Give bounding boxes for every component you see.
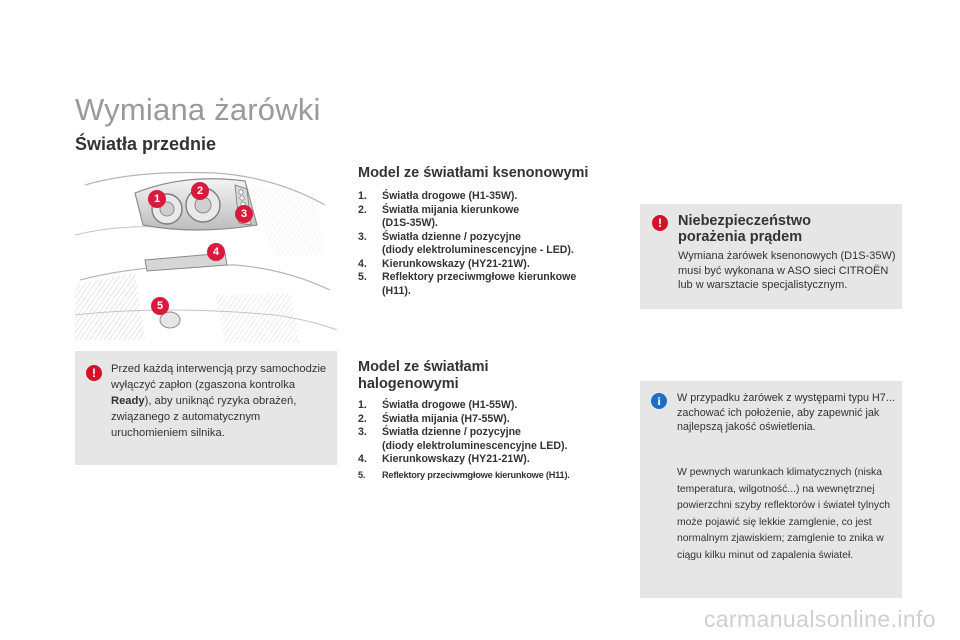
item-text: Światła drogowe (H1-55W). [382, 399, 518, 411]
halogen-title [358, 359, 489, 393]
danger-text: Wymiana żarówek ksenonowych (D1S-35W) musi być wykonana w ASO sieci CITROËN lub w warsztacie specjalistycznym. [678, 250, 896, 291]
info-text-2: W pewnych warunkach klimatycznych (niska temperatura, wilgotność...) na wewnętrznej powierzchni szyby reflektorów i świateł tylnych może pojawić się lekkie zamglenie, co jest normalnym zjawiskiem; zamglenie to znika w ciągu kilku minut od zapalenia świateł. [677, 467, 891, 561]
halogen-title-line1: Model ze światłami [358, 359, 489, 375]
list-item [358, 469, 628, 483]
list-item [358, 204, 628, 231]
item-text: Kierunkowskazy (HY21-21W). [382, 257, 530, 270]
list-item [358, 426, 628, 453]
callout-4: 4 [207, 243, 225, 261]
item-number: 2. [358, 203, 367, 216]
item-number: 5. [358, 469, 366, 480]
list-item [358, 271, 628, 298]
danger-title-line2: porażenia prądem [678, 229, 803, 245]
item-subtext: (diody elektroluminescencyjne LED). [382, 439, 568, 452]
item-text: Reflektory przeciwmgłowe kierunkowe (H11). [382, 469, 570, 480]
callout-5: 5 [151, 297, 169, 315]
callout-3: 3 [235, 205, 253, 223]
warning-text-part1: Przed każdą interwencją przy samochodzie wyłączyć zapłon (zgaszona kontrolka [111, 363, 327, 391]
exclamation-warning-icon: ! [86, 365, 102, 381]
list-item [358, 413, 628, 427]
item-subtext: (H11). [382, 284, 411, 297]
item-subtext: (D1S-35W). [382, 217, 438, 229]
item-text: Światła mijania (H7-55W). [382, 412, 510, 425]
halogen-title-line2: halogenowymi [358, 376, 459, 392]
danger-title-line1: Niebezpieczeństwo [678, 213, 811, 229]
list-item [358, 231, 628, 258]
item-text: Światła dzienne / pozycyjne [382, 426, 521, 438]
section-title: Światła przednie [75, 134, 217, 154]
info-text-1: W przypadku żarówek z występami typu H7... zachować ich położenie, aby zapewnić jak najlepszą jakość oświetlenia. [677, 392, 895, 434]
warning-text [111, 361, 331, 441]
item-number: 1. [358, 399, 367, 411]
item-text: Światła dzienne / pozycyjne [382, 230, 521, 243]
item-text: Reflektory przeciwmgłowe kierunkowe [382, 271, 577, 283]
halogen-bulb-list [358, 399, 628, 482]
item-subtext: (diody elektroluminescencyjne - LED). [382, 244, 574, 256]
item-number: 3. [358, 230, 367, 243]
item-number: 4. [358, 257, 367, 270]
danger-box [640, 204, 902, 309]
item-number: 5. [358, 271, 367, 283]
warning-text-bold: Ready [111, 395, 145, 407]
warning-box [75, 351, 337, 465]
list-item [358, 399, 628, 413]
watermark: carmanualsonline.info [703, 606, 936, 632]
xenon-title: Model ze światłami ksenonowymi [358, 165, 589, 181]
xenon-bulb-list [358, 190, 628, 298]
item-text: Kierunkowskazy (HY21-21W). [382, 453, 530, 465]
item-number: 2. [358, 412, 367, 425]
warning-text-part2: ), aby uniknąć ryzyka obrażeń, związanego z automatycznym uruchomieniem silnika. [111, 395, 297, 439]
exclamation-warning-icon: ! [652, 215, 668, 231]
item-number: 4. [358, 453, 367, 465]
item-text: Światła drogowe (H1-35W). [382, 190, 518, 202]
item-number: 1. [358, 190, 367, 202]
list-item [358, 190, 628, 204]
list-item [358, 258, 628, 272]
item-number: 3. [358, 426, 367, 438]
info-icon: i [651, 393, 667, 409]
danger-title [678, 213, 898, 245]
headlight-illustration [75, 165, 337, 343]
callout-1: 1 [148, 190, 166, 208]
info-box [640, 381, 902, 598]
list-item [358, 453, 628, 467]
page-title: Wymiana żarówki [75, 92, 321, 127]
item-text: Światła mijania kierunkowe [382, 203, 520, 216]
callout-2: 2 [191, 182, 209, 200]
